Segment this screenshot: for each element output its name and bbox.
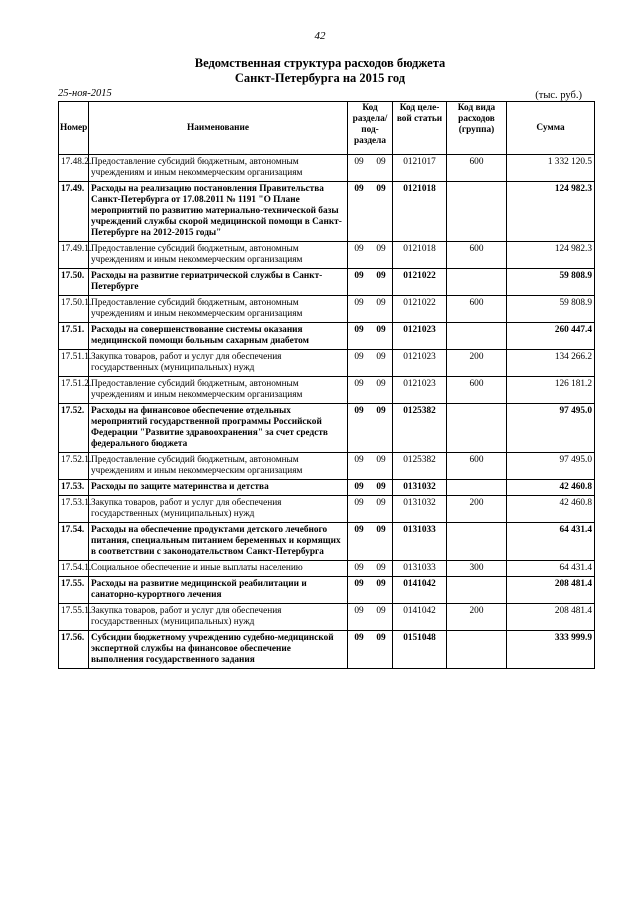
header-expense-type-code: Код вида расходов (группа) xyxy=(447,102,507,155)
cell-amount: 97 495.0 xyxy=(507,404,595,453)
cell-section-code xyxy=(348,631,393,669)
cell-article-code: 0121018 xyxy=(393,182,447,242)
table-row xyxy=(59,453,595,480)
cell-expense-type-code: 600 xyxy=(447,453,507,480)
cell-expense-type-code xyxy=(447,577,507,604)
cell-section-code xyxy=(348,496,393,523)
cell-article-code: 0131033 xyxy=(393,523,447,561)
cell-name: Предоставление субсидий бюджетным, автономным учреждениям и иным некоммерческим организациям xyxy=(89,296,348,323)
cell-amount: 126 181.2 xyxy=(507,377,595,404)
section-code: 09 xyxy=(354,271,364,281)
cell-number: 17.56. xyxy=(59,631,89,669)
cell-number: 17.50. xyxy=(59,269,89,296)
cell-section-code xyxy=(348,577,393,604)
table-row xyxy=(59,242,595,269)
cell-name: Закупка товаров, работ и услуг для обеспечения государственных (муниципальных) нужд xyxy=(89,350,348,377)
subsection-code: 09 xyxy=(376,325,386,335)
section-code: 09 xyxy=(354,525,364,535)
header-article-code: Код целе- вой статьи xyxy=(393,102,447,155)
cell-name: Расходы на развитие медицинской реабилитации и санаторно-курортного лечения xyxy=(89,577,348,604)
subsection-code: 09 xyxy=(376,498,386,508)
section-code: 09 xyxy=(354,579,364,589)
cell-article-code: 0131033 xyxy=(393,561,447,577)
cell-name: Расходы по защите материнства и детства xyxy=(89,480,348,496)
section-code: 09 xyxy=(354,406,364,416)
subsection-code: 09 xyxy=(376,525,386,535)
cell-expense-type-code: 600 xyxy=(447,377,507,404)
cell-amount: 64 431.4 xyxy=(507,561,595,577)
cell-section-code xyxy=(348,523,393,561)
table-row xyxy=(59,404,595,453)
page-number: 42 xyxy=(314,30,326,42)
cell-amount: 1 332 120.5 xyxy=(507,155,595,182)
cell-name: Расходы на обеспечение продуктами детского лечебного питания, специальным питанием беременных и кормящих в соответствии с законодательством Санкт-Петербурга xyxy=(89,523,348,561)
subsection-code: 09 xyxy=(376,633,386,643)
table-row xyxy=(59,350,595,377)
header-amount: Сумма xyxy=(507,102,595,155)
title-line-1: Ведомственная структура расходов бюджета xyxy=(194,56,446,70)
subsection-code: 09 xyxy=(376,298,386,308)
print-date: 25-ноя-2015 xyxy=(58,88,112,99)
cell-number: 17.53. xyxy=(59,480,89,496)
cell-number: 17.52. xyxy=(59,404,89,453)
section-code: 09 xyxy=(354,298,364,308)
subsection-code: 09 xyxy=(376,455,386,465)
cell-section-code xyxy=(348,480,393,496)
title-line-2: Санкт-Петербурга на 2015 год xyxy=(234,71,406,85)
table-row xyxy=(59,523,595,561)
cell-name: Расходы на финансовое обеспечение отдельных мероприятий государственной программы Российской Федерации "Развитие здравоохранения" за счет средств федерального бюджета xyxy=(89,404,348,453)
table-row xyxy=(59,480,595,496)
cell-expense-type-code xyxy=(447,480,507,496)
table-row xyxy=(59,323,595,350)
cell-section-code xyxy=(348,404,393,453)
cell-section-code xyxy=(348,453,393,480)
section-code: 09 xyxy=(354,184,364,194)
subsection-code: 09 xyxy=(376,184,386,194)
cell-section-code xyxy=(348,155,393,182)
cell-amount: 59 808.9 xyxy=(507,269,595,296)
cell-number: 17.51. xyxy=(59,323,89,350)
cell-article-code: 0141042 xyxy=(393,577,447,604)
cell-expense-type-code: 200 xyxy=(447,496,507,523)
units-label: (тыс. руб.) xyxy=(535,90,582,101)
document-title xyxy=(0,56,640,86)
cell-section-code xyxy=(348,182,393,242)
cell-article-code: 0121022 xyxy=(393,269,447,296)
cell-number: 17.52.1. xyxy=(59,453,89,480)
cell-number: 17.48.2. xyxy=(59,155,89,182)
table-header-row xyxy=(59,102,595,155)
table-row xyxy=(59,496,595,523)
section-code: 09 xyxy=(354,482,364,492)
subsection-code: 09 xyxy=(376,482,386,492)
table-row xyxy=(59,561,595,577)
cell-number: 17.54. xyxy=(59,523,89,561)
cell-expense-type-code xyxy=(447,523,507,561)
cell-name: Предоставление субсидий бюджетным, автономным учреждениям и иным некоммерческим организациям xyxy=(89,377,348,404)
cell-name: Закупка товаров, работ и услуг для обеспечения государственных (муниципальных) нужд xyxy=(89,496,348,523)
cell-amount: 208 481.4 xyxy=(507,604,595,631)
cell-amount: 42 460.8 xyxy=(507,496,595,523)
cell-name: Субсидии бюджетному учреждению судебно-медицинской экспертной службы на финансовое обеспечение выполнения государственного задания xyxy=(89,631,348,669)
subsection-code: 09 xyxy=(376,406,386,416)
cell-article-code: 0121017 xyxy=(393,155,447,182)
cell-name: Предоставление субсидий бюджетным, автономным учреждениям и иным некоммерческим организациям xyxy=(89,155,348,182)
cell-number: 17.51.1. xyxy=(59,350,89,377)
cell-expense-type-code: 600 xyxy=(447,296,507,323)
cell-article-code: 0121023 xyxy=(393,350,447,377)
cell-expense-type-code: 300 xyxy=(447,561,507,577)
cell-article-code: 0131032 xyxy=(393,480,447,496)
cell-amount: 124 982.3 xyxy=(507,182,595,242)
table-row xyxy=(59,155,595,182)
cell-article-code: 0121023 xyxy=(393,377,447,404)
cell-name: Предоставление субсидий бюджетным, автономным учреждениям и иным некоммерческим организациям xyxy=(89,453,348,480)
section-code: 09 xyxy=(354,325,364,335)
cell-article-code: 0151048 xyxy=(393,631,447,669)
cell-article-code: 0121018 xyxy=(393,242,447,269)
cell-name: Расходы на реализацию постановления Правительства Санкт-Петербурга от 17.08.2011 № 1191 "О Плане мероприятий по развитию материально-технической базы учреждений службы скорой медицинской помощи в Санкт-Петербурге на 2012-2015 годы" xyxy=(89,182,348,242)
cell-expense-type-code xyxy=(447,323,507,350)
section-code: 09 xyxy=(354,352,364,362)
cell-expense-type-code xyxy=(447,631,507,669)
budget-table xyxy=(58,101,595,669)
table-row xyxy=(59,377,595,404)
cell-expense-type-code xyxy=(447,404,507,453)
cell-number: 17.51.2. xyxy=(59,377,89,404)
cell-expense-type-code: 200 xyxy=(447,604,507,631)
cell-section-code xyxy=(348,350,393,377)
cell-section-code xyxy=(348,604,393,631)
cell-name: Расходы на развитие гериатрической службы в Санкт-Петербурге xyxy=(89,269,348,296)
cell-number: 17.53.1. xyxy=(59,496,89,523)
cell-section-code xyxy=(348,377,393,404)
header-name: Наименование xyxy=(89,102,348,155)
cell-expense-type-code xyxy=(447,269,507,296)
cell-amount: 260 447.4 xyxy=(507,323,595,350)
section-code: 09 xyxy=(354,606,364,616)
cell-amount: 124 982.3 xyxy=(507,242,595,269)
cell-article-code: 0131032 xyxy=(393,496,447,523)
header-number: Номер xyxy=(59,102,89,155)
section-code: 09 xyxy=(354,633,364,643)
subsection-code: 09 xyxy=(376,606,386,616)
cell-amount: 333 999.9 xyxy=(507,631,595,669)
cell-section-code xyxy=(348,561,393,577)
header-section-code: Код раздела/ под- раздела xyxy=(348,102,393,155)
cell-number: 17.50.1. xyxy=(59,296,89,323)
subsection-code: 09 xyxy=(376,244,386,254)
table-row xyxy=(59,296,595,323)
section-code: 09 xyxy=(354,157,364,167)
section-code: 09 xyxy=(354,498,364,508)
cell-amount: 134 266.2 xyxy=(507,350,595,377)
subsection-code: 09 xyxy=(376,352,386,362)
cell-amount: 64 431.4 xyxy=(507,523,595,561)
table-row xyxy=(59,269,595,296)
cell-section-code xyxy=(348,269,393,296)
cell-article-code: 0125382 xyxy=(393,453,447,480)
subsection-code: 09 xyxy=(376,579,386,589)
cell-number: 17.49.1. xyxy=(59,242,89,269)
cell-article-code: 0121022 xyxy=(393,296,447,323)
cell-number: 17.49. xyxy=(59,182,89,242)
subsection-code: 09 xyxy=(376,271,386,281)
cell-amount: 42 460.8 xyxy=(507,480,595,496)
cell-expense-type-code: 200 xyxy=(447,350,507,377)
cell-amount: 97 495.0 xyxy=(507,453,595,480)
cell-number: 17.55. xyxy=(59,577,89,604)
table-row xyxy=(59,631,595,669)
cell-name: Предоставление субсидий бюджетным, автономным учреждениям и иным некоммерческим организациям xyxy=(89,242,348,269)
cell-article-code: 0125382 xyxy=(393,404,447,453)
cell-section-code xyxy=(348,296,393,323)
table-row xyxy=(59,182,595,242)
cell-expense-type-code xyxy=(447,182,507,242)
subsection-code: 09 xyxy=(376,157,386,167)
cell-number: 17.55.1. xyxy=(59,604,89,631)
section-code: 09 xyxy=(354,563,364,573)
cell-amount: 208 481.4 xyxy=(507,577,595,604)
subsection-code: 09 xyxy=(376,563,386,573)
cell-amount: 59 808.9 xyxy=(507,296,595,323)
cell-name: Закупка товаров, работ и услуг для обеспечения государственных (муниципальных) нужд xyxy=(89,604,348,631)
table-row xyxy=(59,604,595,631)
cell-section-code xyxy=(348,323,393,350)
cell-article-code: 0121023 xyxy=(393,323,447,350)
cell-article-code: 0141042 xyxy=(393,604,447,631)
cell-name: Расходы на совершенствование системы оказания медицинской помощи больным сахарным диабетом xyxy=(89,323,348,350)
section-code: 09 xyxy=(354,244,364,254)
table-row xyxy=(59,577,595,604)
cell-name: Социальное обеспечение и иные выплаты населению xyxy=(89,561,348,577)
subsection-code: 09 xyxy=(376,379,386,389)
section-code: 09 xyxy=(354,455,364,465)
cell-expense-type-code: 600 xyxy=(447,155,507,182)
section-code: 09 xyxy=(354,379,364,389)
cell-number: 17.54.1. xyxy=(59,561,89,577)
cell-expense-type-code: 600 xyxy=(447,242,507,269)
cell-section-code xyxy=(348,242,393,269)
